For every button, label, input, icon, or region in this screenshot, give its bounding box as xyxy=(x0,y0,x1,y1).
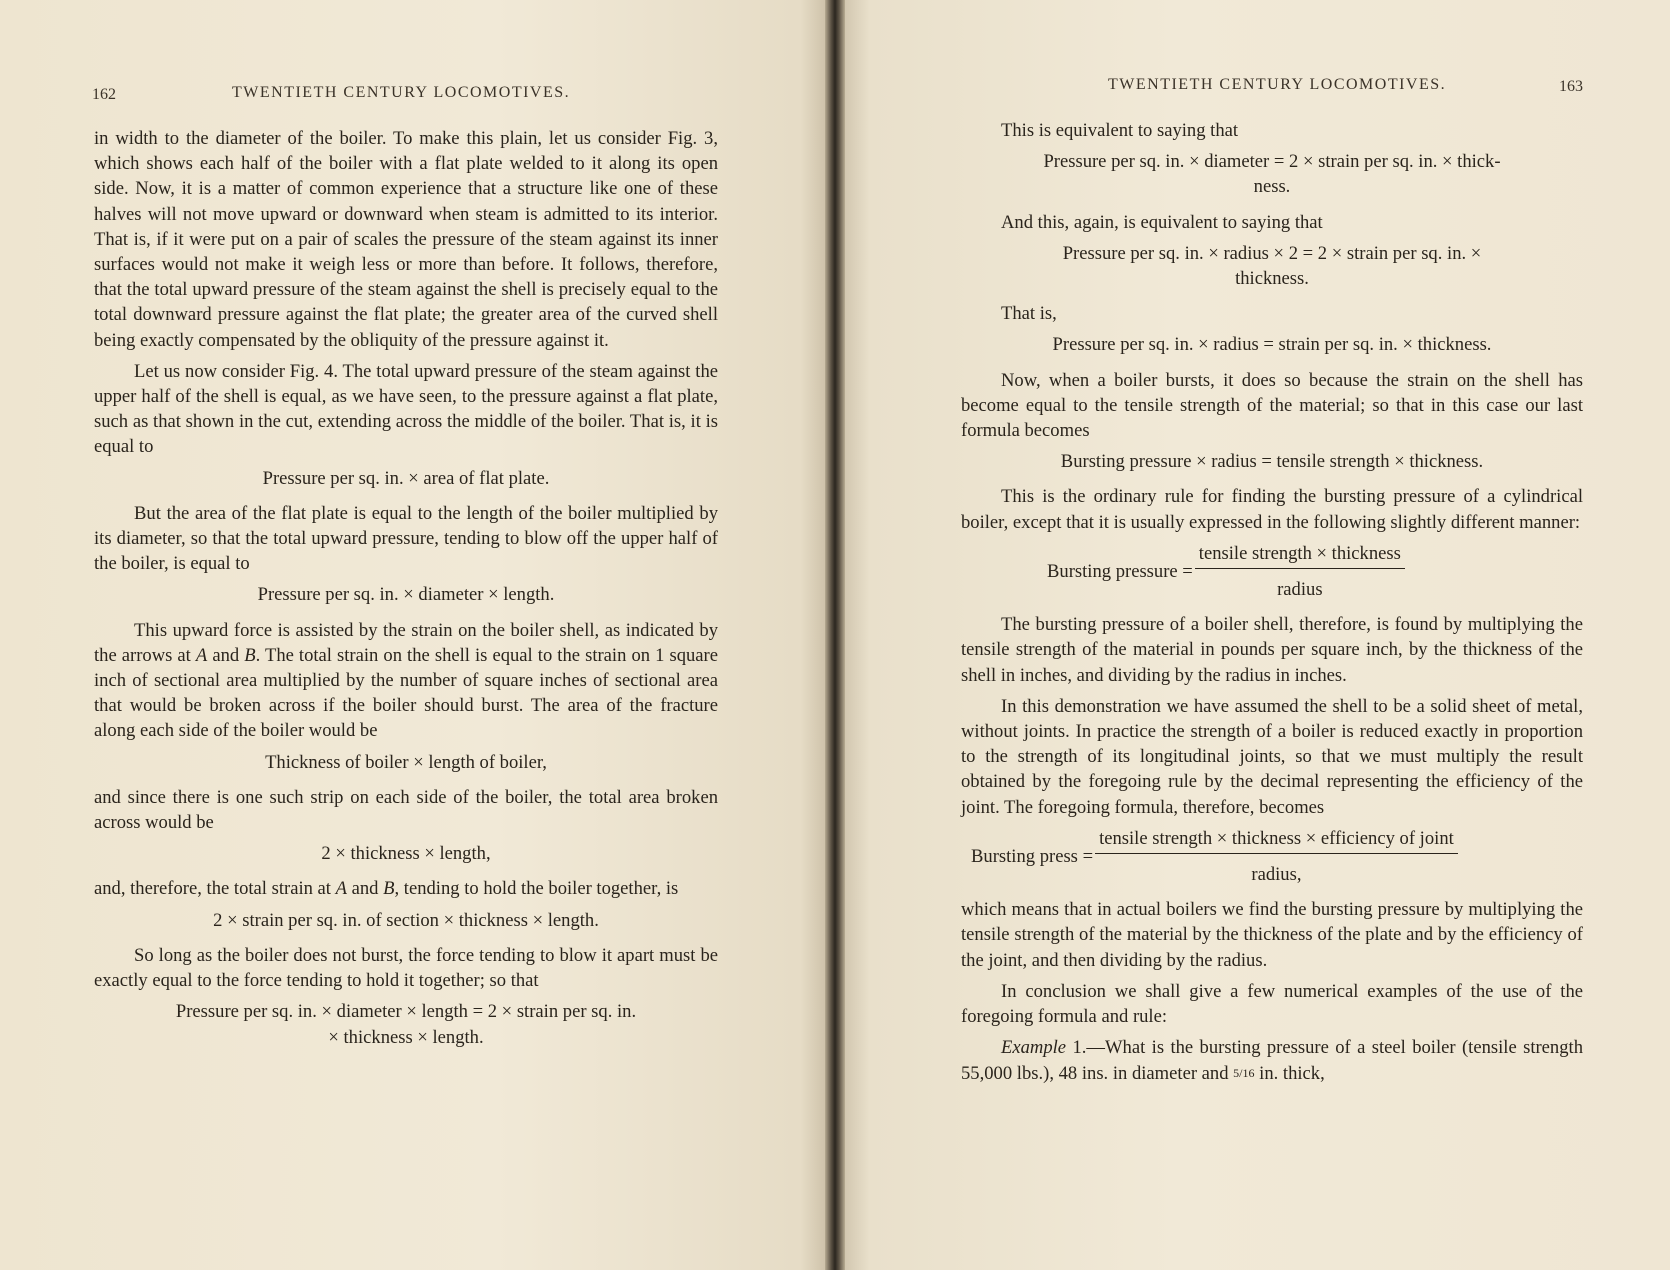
page-number: 163 xyxy=(1559,78,1583,95)
figure-label-a: A xyxy=(195,644,208,666)
example-label: Example xyxy=(1001,1037,1067,1059)
equation: 2 × thickness × length, xyxy=(321,843,491,865)
running-head: TWENTIETH CENTURY LOCOMOTIVES. xyxy=(1108,76,1447,93)
fraction-numerator: tensile strength × thickness xyxy=(1195,541,1405,569)
paragraph: Example 1.—What is the bursting pressure of a steel boiler (tensile strength 55,000 lbs.), 48 ins. in diameter and 5/16 in. thick, xyxy=(961,1037,1583,1084)
text-column xyxy=(961,118,1583,1092)
paragraph: This upward force is assisted by the strain on the boiler shell, as indicated by the arrows at A and B. The total strain on the shell is equal to the strain on 1 square inch of sectional area multiplied by the number of square inches of sectional area that would be broken across if the boiler should burst. The area of the fracture along each side of the boiler would be xyxy=(94,619,718,742)
fraction-formula xyxy=(961,826,1583,887)
formula-lhs: Bursting press = xyxy=(971,845,1094,867)
paragraph: Let us now consider Fig. 4. The total upward pressure of the steam against the upper half of the shell is equal, as we have seen, to the pressure against a flat plate, such as that shown in the cut, extending across the middle of the boiler. That is, it is equal to xyxy=(94,360,718,458)
fraction xyxy=(1195,541,1405,602)
paragraph: This is the ordinary rule for finding the bursting pressure of a cylindrical boiler, except that it is usually expressed in the following slightly different manner: xyxy=(961,486,1583,533)
figure-label-b: B xyxy=(383,878,395,900)
page-number: 162 xyxy=(92,86,116,103)
equation: 2 × strain per sq. in. of section × thickness × length. xyxy=(213,909,599,931)
right-page xyxy=(845,0,1670,1270)
running-head: TWENTIETH CENTURY LOCOMOTIVES. xyxy=(232,84,571,101)
fraction-denominator: radius, xyxy=(1251,864,1302,886)
fraction-denominator: radius xyxy=(1277,579,1323,601)
equation-line: thickness. xyxy=(1235,268,1309,290)
equation: Pressure per sq. in. × area of flat plate. xyxy=(262,467,550,489)
equation-line: ness. xyxy=(1253,176,1291,198)
paragraph: and since there is one such strip on each side of the boiler, the total area broken across would be xyxy=(94,786,718,834)
paragraph: So long as the boiler does not burst, the force tending to blow it apart must be exactly equal to the force tending to hold it together; so that xyxy=(94,944,718,992)
figure-label-a: A xyxy=(335,878,347,900)
paragraph: That is, xyxy=(1001,303,1057,325)
paragraph: This is equivalent to saying that xyxy=(1001,120,1239,141)
paragraph: In this demonstration we have assumed the shell to be a solid sheet of metal, without joints. In practice the strength of a boiler is reduced exactly in proportion to the strength of its longitudinal joints, so that we must multiply the result obtained by the foregoing rule by the decimal representing the efficiency of the joint. The foregoing formula, therefore, becomes xyxy=(961,695,1583,818)
equation: Bursting pressure × radius = tensile strength × thickness. xyxy=(1060,451,1484,473)
paragraph: which means that in actual boilers we find the bursting pressure by multiplying the tensile strength of the material by the thickness of the plate and by the efficiency of the joint, and then dividing by the radius. xyxy=(961,899,1583,971)
paragraph: But the area of the flat plate is equal to the length of the boiler multiplied by its diameter, so that the total upward pressure, tending to blow off the upper half of the boiler, is equal to xyxy=(94,502,718,575)
fraction xyxy=(1095,826,1458,887)
left-page xyxy=(0,0,825,1270)
equation-line: Pressure per sq. in. × diameter = 2 × strain per sq. in. × thick- xyxy=(1043,151,1501,173)
paragraph: In conclusion we shall give a few numerical examples of the use of the foregoing formula and rule: xyxy=(961,980,1583,1028)
fraction-numerator: tensile strength × thickness × efficiency of joint xyxy=(1095,826,1458,854)
equation: Pressure per sq. in. × radius = strain per sq. in. × thickness. xyxy=(1052,334,1492,356)
paragraph: in width to the diameter of the boiler. To make this plain, let us consider Fig. 3, which shows each half of the boiler with a flat plate welded to it along its open side. Now, it is a matter of common experience that a structure like one of these halves will not move upward or downward when steam is admitted to its interior. That is, if it were put on a pair of scales the pressure of the steam against its inner surfaces would not make it weigh less or more than before. It follows, therefore, that the total upward pressure of the steam against the shell is precisely equal to the total downward pressure against the flat plate; the greater area of the curved shell being exactly compensated by the obliquity of the pressure against it. xyxy=(94,128,718,351)
paragraph: Now, when a boiler bursts, it does so because the strain on the shell has become equal to the tensile strength of the material; so that in this case our last formula becomes xyxy=(961,369,1583,442)
equation-line: × thickness × length. xyxy=(328,1026,484,1048)
figure-label-b: B xyxy=(244,644,256,666)
equation-line: Pressure per sq. in. × diameter × length = 2 × strain per sq. in. xyxy=(175,1001,637,1023)
paragraph: And this, again, is equivalent to saying that xyxy=(1001,211,1323,233)
fraction-formula xyxy=(961,541,1583,602)
text-column xyxy=(94,126,718,1060)
equation: Thickness of boiler × length of boiler, xyxy=(265,751,547,773)
paragraph: The bursting pressure of a boiler shell, therefore, is found by multiplying the tensile strength of the material in pounds per square inch, by the thickness of the shell in inches, and dividing by the radius in inches. xyxy=(961,614,1583,686)
paragraph: and, therefore, the total strain at A and B, tending to hold the boiler together, is xyxy=(94,878,679,900)
equation-line: Pressure per sq. in. × radius × 2 = 2 × strain per sq. in. × xyxy=(1062,242,1482,264)
formula-lhs: Bursting pressure = xyxy=(1047,560,1193,582)
equation: Pressure per sq. in. × diameter × length. xyxy=(257,584,555,606)
book-gutter xyxy=(825,0,845,1270)
inline-fraction: 5/16 xyxy=(1233,1065,1255,1080)
